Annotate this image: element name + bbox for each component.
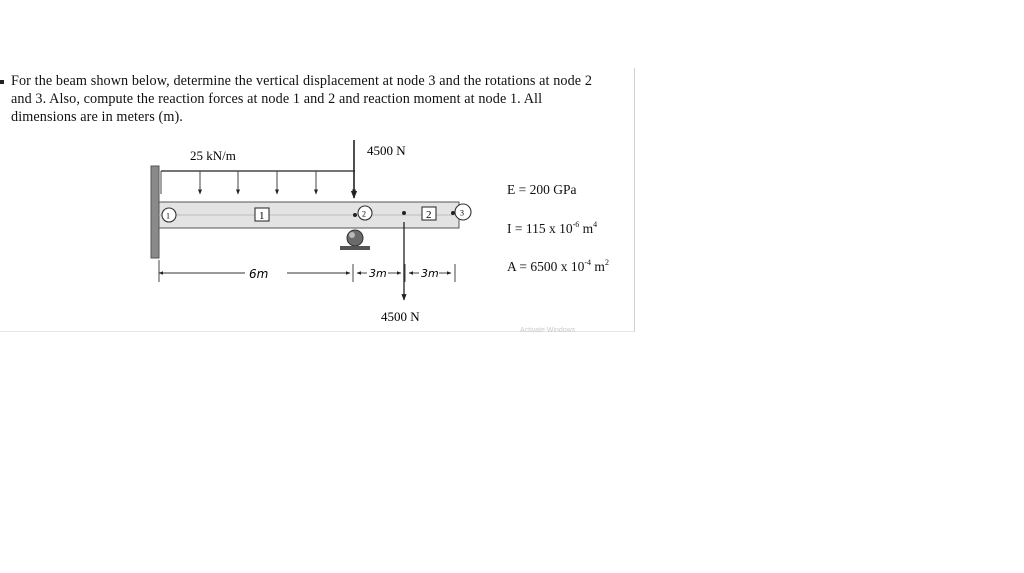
node-1-label: 1 bbox=[166, 211, 170, 221]
list-bullet bbox=[0, 80, 4, 84]
point-load-bottom-label: 4500 N bbox=[381, 309, 420, 324]
element-2-label: 2 bbox=[426, 209, 432, 221]
fixed-wall bbox=[151, 166, 159, 258]
node-2-label: 2 bbox=[362, 209, 366, 219]
node-3-label: 3 bbox=[460, 208, 464, 218]
distributed-load-label: 25 kN/m bbox=[190, 148, 236, 163]
dimension-lines bbox=[159, 260, 455, 282]
distributed-load bbox=[161, 171, 355, 194]
dimension-label-3m-1: 3m bbox=[369, 267, 387, 280]
dimension-label-3m-2: 3m bbox=[421, 267, 439, 280]
beam-figure bbox=[145, 130, 490, 330]
problem-statement: For the beam shown below, determine the vertical displacement at node 3 and the rotations at node 2 and 3. Also, compute the reaction forces at node 1 and 2 and reaction moment at node 1. All dimensions are in meters (m). bbox=[11, 73, 593, 125]
element-1-label: 1 bbox=[259, 210, 265, 222]
point-load-top-label: 4500 N bbox=[367, 143, 406, 158]
dimension-label-6m: 6m bbox=[249, 267, 269, 281]
area-A: A = 6500 x $10^{-4}$ $m^2$ bbox=[507, 258, 609, 274]
roller-support bbox=[340, 230, 370, 250]
modulus-E: E = 200 GPa bbox=[507, 182, 577, 197]
watermark-text: Activate Windows bbox=[520, 327, 576, 334]
moment-of-inertia-I: I = 115 x $10^{-6}$ $m^4$ bbox=[507, 220, 598, 236]
